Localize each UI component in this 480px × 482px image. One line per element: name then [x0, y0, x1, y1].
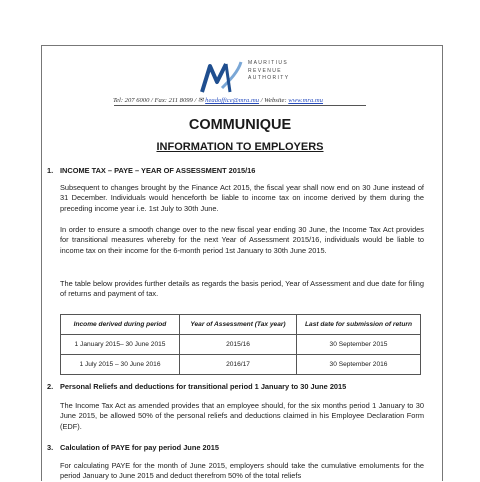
section-3-heading: 3. Calculation of PAYE for pay period June 2015: [47, 443, 219, 452]
table-header: Year of Assessment (Tax year): [180, 315, 297, 335]
section-1-heading: 1. INCOME TAX – PAYE – YEAR OF ASSESSMENT 2015/16: [47, 166, 256, 175]
table-cell: 1 July 2015 – 30 June 2016: [61, 355, 180, 375]
table-cell: 2016/17: [180, 355, 297, 375]
table-header: Last date for submission of return: [297, 315, 421, 335]
table-row: [61, 355, 421, 375]
table-cell: 1 January 2015– 30 June 2015: [61, 335, 180, 355]
table-cell: 30 September 2015: [297, 335, 421, 355]
table-cell: 30 September 2016: [297, 355, 421, 375]
header-rule: [114, 105, 366, 106]
section-3-paragraph-1: For calculating PAYE for the month of June 2015, employers should take the cumulative emoluments for the period January to June 2015 and deduct therefrom 50% of the total reliefs: [60, 461, 424, 481]
page-subtitle: INFORMATION TO EMPLOYERS: [156, 141, 324, 153]
envelope-icon: ✉: [197, 97, 206, 104]
table-row: [61, 335, 421, 355]
contact-line: Tel: 207 6000 / Fax: 211 8099 / ✉ headoffice@mra.mu / Website: www.mra.mu: [113, 97, 323, 104]
website-link[interactable]: www.mra.mu: [288, 97, 323, 104]
table-header: Income derived during period: [61, 315, 180, 335]
assessment-table: [60, 314, 421, 375]
section-1-paragraph-3: The table below provides further details as regards the basis period, Year of Assessment and due date for filing of returns and payment of tax.: [60, 279, 424, 299]
section-1-paragraph-2: In order to ensure a smooth change over to the new fiscal year ending 30 June, the Income Tax Act provides for transitional measures whereby for the next Year of Assessment 2015/16, individuals would be liable to income tax on their income for the 6-month period 1st January to 30th June 2015.: [60, 225, 424, 255]
org-name: MAURITIUS REVENUE AUTHORITY: [248, 60, 290, 81]
section-2-heading: 2. Personal Reliefs and deductions for transitional period 1 January to 30 June 2015: [47, 382, 347, 391]
page-title: COMMUNIQUE: [188, 117, 292, 133]
section-1-paragraph-1: Subsequent to changes brought by the Finance Act 2015, the fiscal year shall now end on 30 June instead of 31 December. Individuals would henceforth be liable to income tax on income derived by them during the preceding income year i.e. 1st July to 30th June.: [60, 183, 424, 213]
email-link[interactable]: headoffice@mra.mu: [205, 97, 260, 104]
mra-logo: [200, 58, 244, 94]
table-header-row: [61, 315, 421, 335]
table-cell: 2015/16: [180, 335, 297, 355]
section-2-paragraph-1: The Income Tax Act as amended provides that an employee should, for the six months period 1 January to 30 June 2015, be allowed 50% of the personal reliefs and deductions claimed in his Employee Declaration Form (EDF).: [60, 401, 424, 431]
